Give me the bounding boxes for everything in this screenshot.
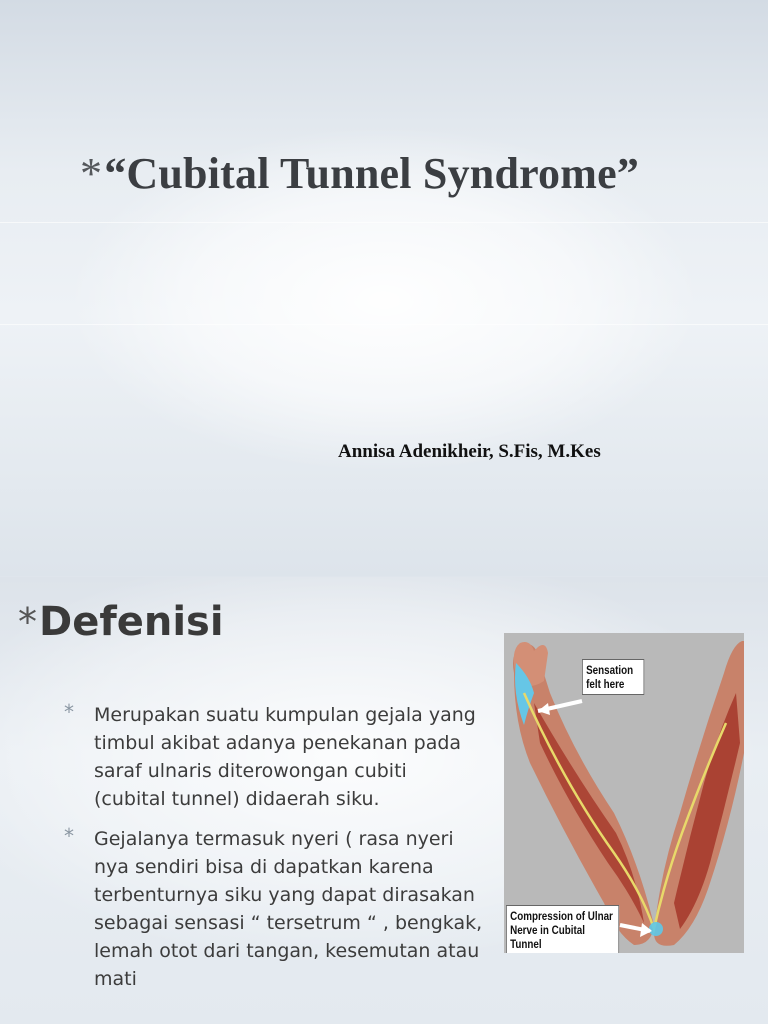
heading-asterisk: * [18,600,37,644]
title-text: “Cubital Tunnel Syndrome” [104,149,640,198]
definition-slide [0,577,768,1024]
title-asterisk: * [80,149,103,198]
list-item [64,825,484,993]
bullet-asterisk-icon: * [64,700,74,724]
background-band [0,222,768,223]
bullet-asterisk-icon: * [64,824,74,848]
slide-title [80,148,740,199]
heading-text: Defenisi [39,599,224,645]
author-name: Annisa Adenikheir, S.Fis, M.Kes [338,441,601,462]
list-item [64,701,484,813]
callout-sensation: Sensation felt here [582,659,644,695]
bullet-text: Merupakan suatu kumpulan gejala yang timbul akibat adanya penekanan pada saraf ulnaris diterowongan cubiti (cubital tunnel) didaerah siku. [94,704,476,810]
section-heading [18,599,224,645]
bullet-list [64,701,484,1005]
background-band [0,324,768,325]
callout-compression: Compression of Ulnar Nerve in Cubital Tunnel [506,905,619,953]
elbow-anatomy-figure [504,633,744,953]
bullet-text: Gejalanya termasuk nyeri ( rasa nyeri nya sendiri bisa di dapatkan karena terbenturnya siku yang dapat dirasakan sebagai sensasi “ tersetrum “ , bengkak, lemah otot dari tangan, kesemutan atau mati [94,828,483,990]
